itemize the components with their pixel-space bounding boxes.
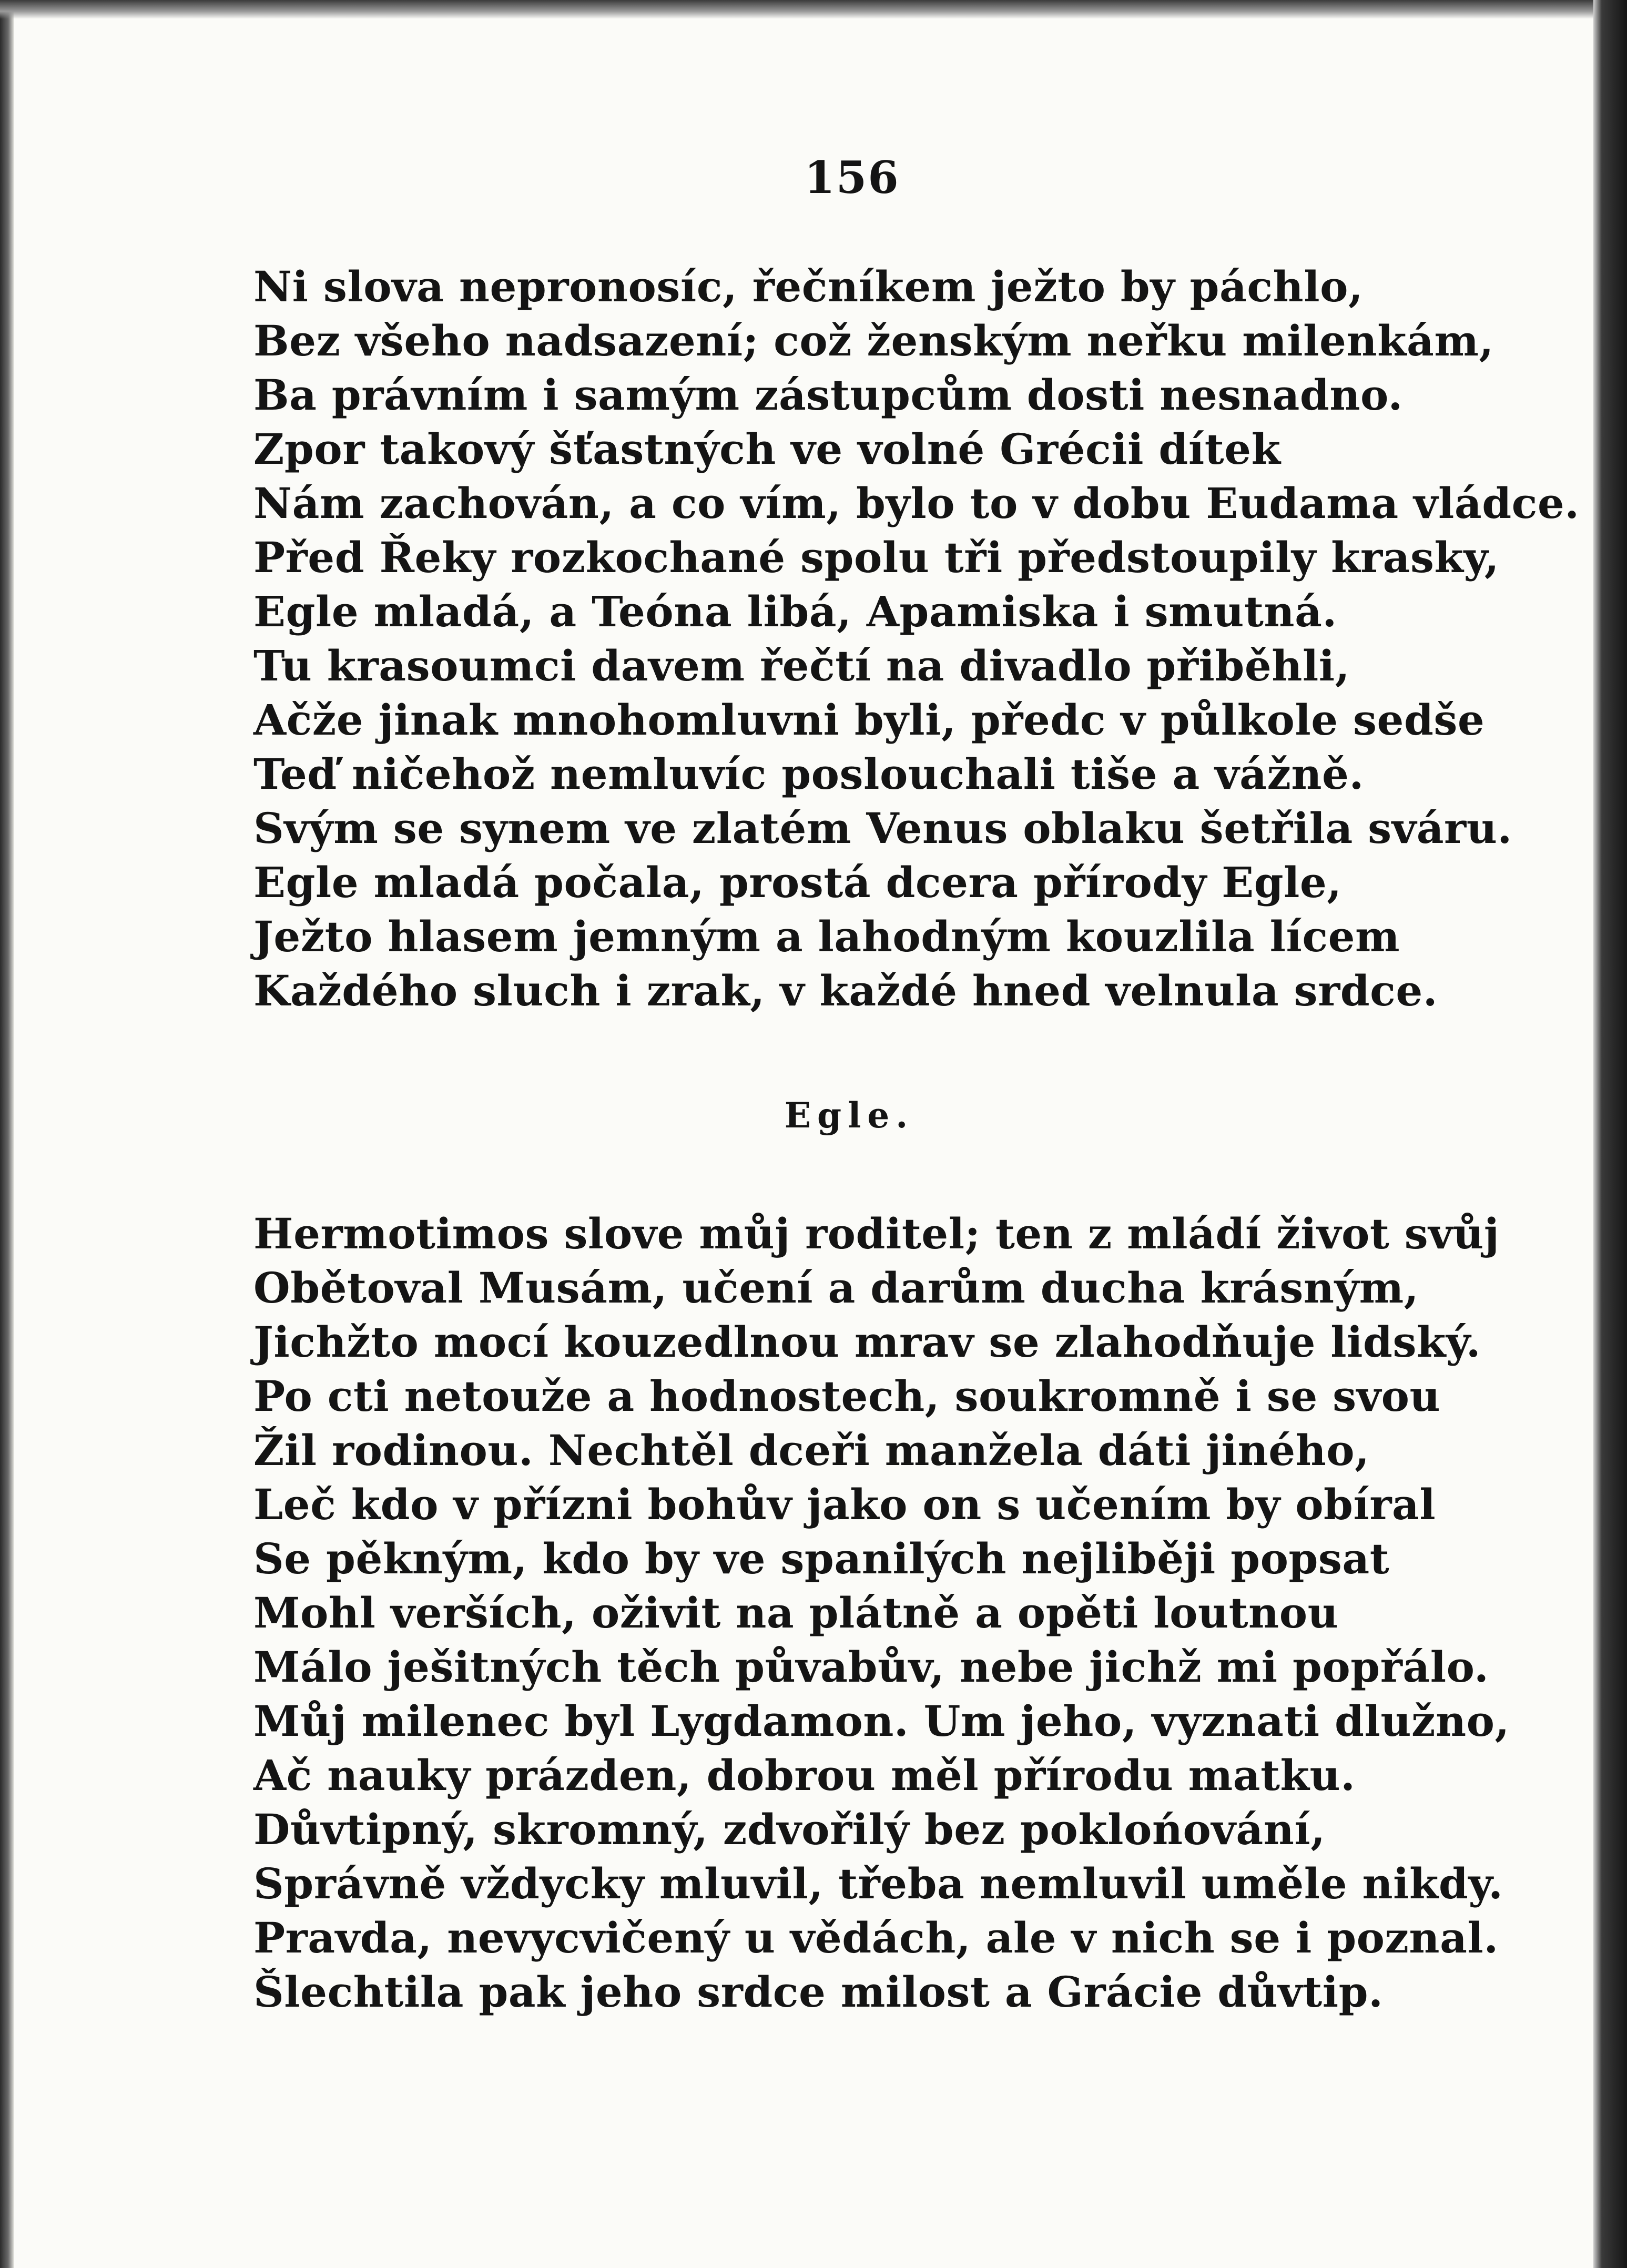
verse-line: Šlechtila pak jeho srdce milost a Grácie důvtip. bbox=[253, 1967, 1384, 2017]
verse-line: Se pěkným, kdo by ve spanilých nejliběji popsat bbox=[253, 1534, 1390, 1583]
verse-line: Můj milenec byl Lygdamon. Um jeho, vyznati dlužno, bbox=[253, 1696, 1510, 1746]
egle-verse-block bbox=[253, 1207, 1510, 2019]
verse-line: Egle mladá, a Teóna libá, Apamiska i smutná. bbox=[253, 587, 1337, 636]
intro-verse-block bbox=[253, 260, 1580, 1018]
verse-line: Ačže jinak mnohomluvni byli, předc v půlkole sedše bbox=[253, 695, 1485, 745]
verse-line: Mohl verších, oživit na plátně a opěti loutnou bbox=[253, 1588, 1339, 1638]
verse-line: Ni slova nepronosíc, řečníkem ježto by páchlo, bbox=[253, 262, 1364, 311]
verse-line: Každého sluch i zrak, v každé hned velnula srdce. bbox=[253, 966, 1438, 1015]
verse-line: Zpor takový šťastných ve volné Grécii dítek bbox=[253, 424, 1281, 474]
page-number: 156 bbox=[804, 151, 900, 204]
verse-line: Žil rodinou. Nechtěl dceři manžela dáti jiného, bbox=[253, 1426, 1370, 1475]
verse-line: Hermotimos slove můj roditel; ten z mládí život svůj bbox=[253, 1209, 1500, 1258]
verse-line: Před Řeky rozkochané spolu tři předstoupily krasky, bbox=[253, 533, 1500, 582]
verse-line: Po cti netouže a hodnostech, soukromně i se svou bbox=[253, 1371, 1441, 1421]
verse-line: Ač nauky prázden, dobrou měl přírodu matku. bbox=[253, 1751, 1356, 1800]
verse-line: Teď ničehož nemluvíc poslouchali tiše a vážně. bbox=[253, 749, 1364, 799]
verse-line: Tu krasoumci davem řečtí na divadlo přiběhli, bbox=[253, 641, 1350, 690]
verse-line: Leč kdo v přízni bohův jako on s učením by obíral bbox=[253, 1480, 1436, 1529]
verse-line: Bez všeho nadsazení; což ženským neřku milenkám, bbox=[253, 316, 1494, 365]
verse-line: Obětoval Musám, učení a darům ducha krásným, bbox=[253, 1263, 1419, 1313]
verse-line: Ba právním i samým zástupcům dosti nesnadno. bbox=[253, 370, 1403, 420]
top-scan-edge bbox=[0, 0, 1627, 19]
verse-line: Správně vždycky mluvil, třeba nemluvil uměle nikdy. bbox=[253, 1859, 1503, 1908]
verse-line: Egle mladá počala, prostá dcera přírody Egle, bbox=[253, 858, 1342, 907]
verse-line: Svým se synem ve zlatém Venus oblaku šetřila sváru. bbox=[253, 804, 1512, 853]
verse-line: Nám zachován, a co vím, bylo to v dobu Eudama vládce. bbox=[253, 479, 1580, 528]
verse-line: Ježto hlasem jemným a lahodným kouzlila lícem bbox=[253, 912, 1400, 961]
verse-line: Málo ješitných těch půvabův, nebe jichž mi popřálo. bbox=[253, 1642, 1489, 1692]
verse-line: Důvtipný, skromný, zdvořilý bez poklońování, bbox=[253, 1805, 1326, 1854]
verse-line: Pravda, nevycvičený u vědách, ale v nich se i poznal. bbox=[253, 1913, 1499, 1962]
section-heading: Egle. bbox=[784, 1095, 914, 1136]
verse-line: Jichžto mocí kouzedlnou mrav se zlahodňuje lidský. bbox=[253, 1317, 1481, 1367]
